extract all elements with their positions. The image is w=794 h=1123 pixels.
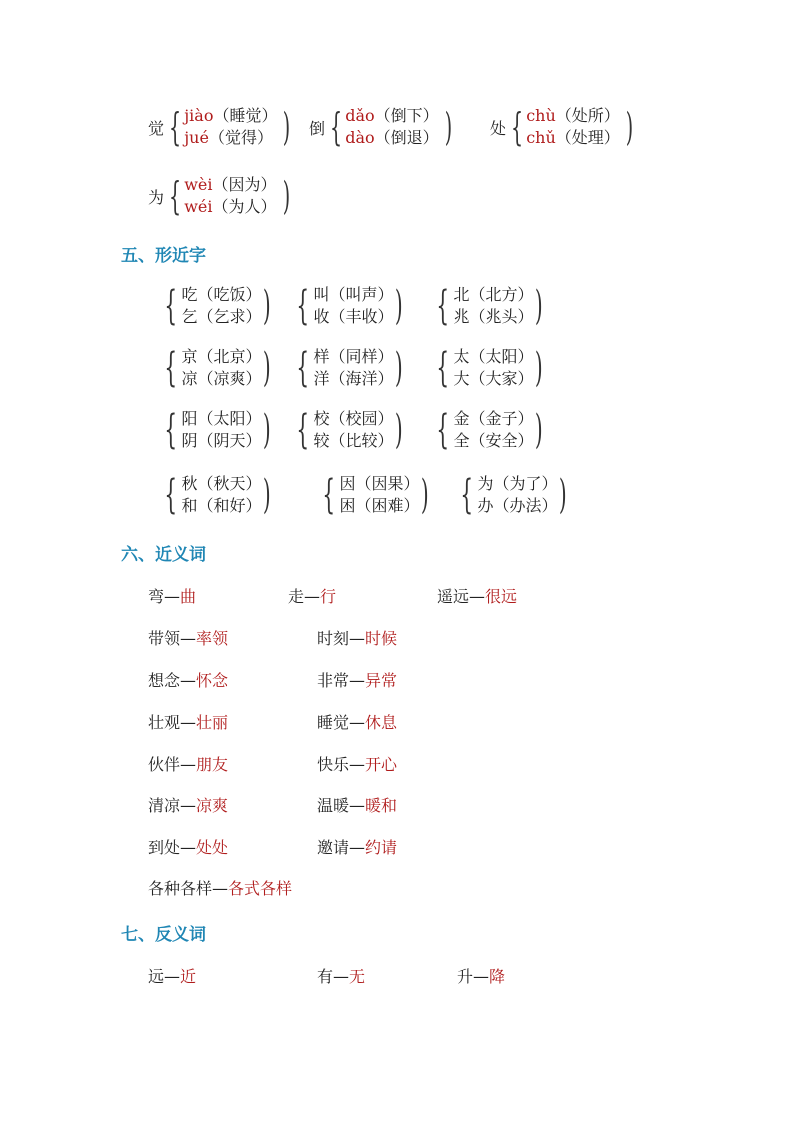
similar-word: 困（困难） [339,496,420,515]
polyphone-char: 觉 [148,118,165,138]
similar-char-group [158,407,275,453]
word: 升— [457,967,490,986]
word: 时刻— [317,629,366,648]
right-brace: ) [535,345,544,391]
synonym: 休息 [365,713,398,732]
similar-char-group [430,407,547,453]
left-brace: { [322,472,336,518]
synonym-pair [317,793,397,816]
similar-char-group [430,283,547,329]
similar-char-group [290,283,407,329]
right-brace: ) [444,105,452,149]
right-brace: ) [535,407,544,453]
similar-word: 样（同样） [313,347,394,366]
similar-word: 北（北方） [453,285,534,304]
word: 邀请— [317,838,366,857]
similar-char-group [158,345,275,391]
synonym: 很远 [485,587,518,606]
word: 快乐— [317,755,366,774]
synonym-pair [148,835,228,858]
right-brace: ) [283,105,291,149]
synonym: 朋友 [196,755,229,774]
word: 伙伴— [148,755,197,774]
similar-char-group [290,407,407,453]
synonym-pair [148,793,228,816]
synonym-pair [437,584,517,607]
similar-word: 兆（兆头） [453,307,534,326]
word: 到处— [148,838,197,857]
word: 遥远— [437,587,486,606]
example-word: （因为） [212,175,277,194]
similar-word: 因（因果） [339,474,420,493]
synonym: 率领 [196,629,229,648]
left-brace: { [164,472,178,518]
synonym-pair [148,876,292,899]
example-word: （倒下） [374,106,439,125]
synonym-pair [317,626,397,649]
right-brace: ) [282,174,290,218]
similar-word: 叫（叫声） [313,285,394,304]
synonym: 曲 [180,587,197,606]
right-brace: ) [263,407,272,453]
synonym-pair [317,668,397,691]
polyphone-group [148,104,294,150]
left-brace: { [460,472,474,518]
right-brace: ) [535,283,544,329]
similar-word: 京（北京） [181,347,262,366]
pinyin: dǎo [345,106,375,125]
synonym: 行 [320,587,337,606]
word: 想念— [148,671,197,690]
example-word: （睡觉） [213,106,278,125]
word: 有— [317,967,350,986]
word: 弯— [148,587,181,606]
example-word: （倒退） [374,128,439,147]
synonym-pair [148,752,228,775]
left-brace: { [436,407,450,453]
polyphone-char: 为 [148,187,165,207]
polyphone-char: 处 [490,118,507,138]
word: 温暖— [317,796,366,815]
left-brace: { [169,105,182,149]
similar-word: 洋（海洋） [313,369,394,388]
similar-word: 阳（太阳） [181,409,262,428]
antonym-pair [457,964,505,987]
pinyin: wéi [184,197,213,216]
word: 远— [148,967,181,986]
pinyin: wèi [184,175,213,194]
word: 带领— [148,629,197,648]
left-brace: { [436,283,450,329]
left-brace: { [164,345,178,391]
synonym-pair [317,752,397,775]
similar-word: 秋（秋天） [181,474,262,493]
left-brace: { [511,105,524,149]
similar-char-group [290,345,407,391]
antonym-pair [317,964,365,987]
example-word: （为人） [212,197,277,216]
similar-char-group [316,472,433,518]
right-brace: ) [263,345,272,391]
right-brace: ) [395,283,404,329]
right-brace: ) [395,345,404,391]
section-heading: 七、反义词 [121,925,206,945]
similar-word: 为（为了） [477,474,558,493]
synonym: 时候 [365,629,398,648]
word: 走— [288,587,321,606]
right-brace: ) [559,472,568,518]
pinyin: jiào [184,106,214,125]
similar-char-group [158,472,275,518]
synonym-pair [317,835,397,858]
similar-word: 吃（吃饭） [181,285,262,304]
pinyin: dào [345,128,375,147]
similar-word: 和（和好） [181,496,262,515]
synonym: 开心 [365,755,398,774]
synonym: 暖和 [365,796,398,815]
similar-word: 阴（阴天） [181,431,262,450]
synonym-pair [317,710,397,733]
similar-word: 大（大家） [453,369,534,388]
synonym-pair [148,710,228,733]
synonym: 各式各样 [228,879,293,898]
polyphone-group [148,173,293,219]
example-word: （处所） [555,106,620,125]
pinyin: jué [184,128,209,147]
synonym: 约请 [365,838,398,857]
example-word: （处理） [555,128,620,147]
antonym: 无 [349,967,366,986]
example-word: （觉得） [208,128,273,147]
similar-word: 较（比较） [313,431,394,450]
synonym: 怀念 [196,671,229,690]
left-brace: { [296,407,310,453]
right-brace: ) [263,283,272,329]
pinyin: chù [526,106,556,125]
synonym-pair [148,668,228,691]
similar-word: 校（校园） [313,409,394,428]
right-brace: ) [263,472,272,518]
similar-char-group [158,283,275,329]
similar-char-group [430,345,547,391]
similar-word: 办（办法） [477,496,558,515]
similar-word: 凉（凉爽） [181,369,262,388]
polyphone-char: 倒 [309,118,326,138]
word: 清凉— [148,796,197,815]
similar-word: 全（安全） [453,431,534,450]
antonym: 降 [489,967,506,986]
polyphone-group [309,104,455,150]
left-brace: { [330,105,343,149]
synonym: 壮丽 [196,713,229,732]
right-brace: ) [395,407,404,453]
left-brace: { [164,407,178,453]
similar-word: 收（丰收） [313,307,394,326]
antonym-pair [148,964,196,987]
right-brace: ) [625,105,633,149]
word: 各种各样— [148,879,229,898]
pinyin: chǔ [526,128,556,147]
similar-char-group [454,472,571,518]
right-brace: ) [421,472,430,518]
polyphone-group [490,104,637,150]
synonym: 处处 [196,838,229,857]
left-brace: { [164,283,178,329]
word: 壮观— [148,713,197,732]
section-heading: 六、近义词 [121,545,206,565]
synonym: 异常 [365,671,398,690]
similar-word: 太（太阳） [453,347,534,366]
synonym-pair [148,584,196,607]
word: 睡觉— [317,713,366,732]
similar-word: 金（金子） [453,409,534,428]
left-brace: { [296,345,310,391]
left-brace: { [296,283,310,329]
left-brace: { [436,345,450,391]
word: 非常— [317,671,366,690]
left-brace: { [169,174,182,218]
section-heading: 五、形近字 [121,246,206,266]
synonym-pair [288,584,336,607]
synonym: 凉爽 [196,796,229,815]
antonym: 近 [180,967,197,986]
synonym-pair [148,626,228,649]
similar-word: 乞（乞求） [181,307,262,326]
